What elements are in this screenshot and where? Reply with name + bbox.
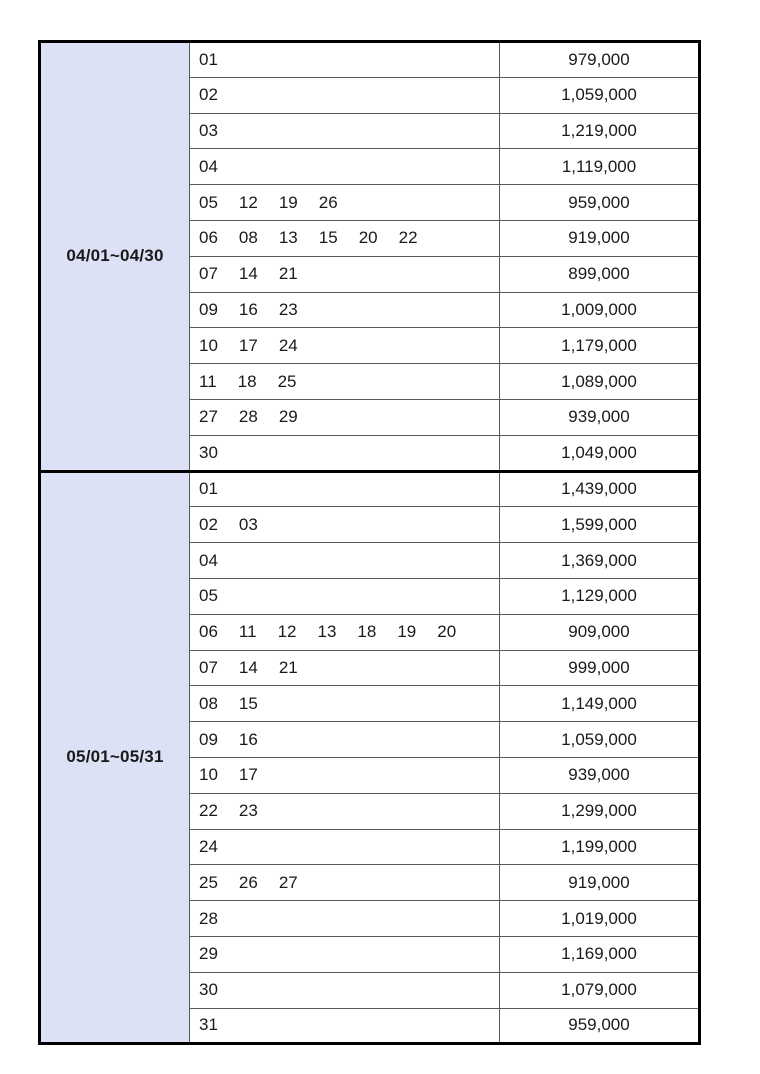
date-range-cell: 05/01~05/31 — [40, 471, 190, 1044]
day-number: 09 — [199, 299, 218, 319]
day-number: 30 — [199, 442, 218, 462]
price-cell: 1,019,000 — [500, 901, 700, 937]
days-cell — [190, 865, 500, 901]
price-cell: 1,119,000 — [500, 149, 700, 185]
price-cell: 979,000 — [500, 42, 700, 78]
day-number-group — [190, 121, 499, 141]
price-cell: 1,009,000 — [500, 292, 700, 328]
day-number-group — [190, 407, 499, 427]
day-number: 10 — [199, 335, 218, 355]
days-cell — [190, 901, 500, 937]
days-cell — [190, 399, 500, 435]
price-cell: 1,219,000 — [500, 113, 700, 149]
day-number-group — [190, 228, 499, 248]
price-cell: 1,369,000 — [500, 543, 700, 579]
days-cell — [190, 650, 500, 686]
day-number: 01 — [199, 479, 218, 499]
price-cell: 919,000 — [500, 865, 700, 901]
day-number: 06 — [199, 228, 218, 248]
price-cell: 1,439,000 — [500, 471, 700, 507]
day-number: 11 — [199, 371, 217, 391]
days-cell — [190, 614, 500, 650]
day-number: 26 — [238, 872, 258, 892]
days-cell — [190, 292, 500, 328]
day-number: 09 — [199, 729, 218, 749]
days-cell — [190, 722, 500, 758]
day-number: 01 — [199, 49, 218, 69]
days-cell — [190, 507, 500, 543]
date-range-cell: 04/01~04/30 — [40, 42, 190, 472]
days-cell — [190, 936, 500, 972]
days-cell — [190, 1008, 500, 1044]
day-number: 29 — [278, 407, 298, 427]
day-number: 13 — [278, 228, 298, 248]
day-number: 07 — [199, 657, 218, 677]
day-number-group — [190, 515, 499, 535]
price-cell: 1,089,000 — [500, 364, 700, 400]
day-number: 26 — [318, 192, 338, 212]
table-row — [40, 42, 700, 78]
day-number: 28 — [199, 908, 218, 928]
price-cell: 959,000 — [500, 1008, 700, 1044]
days-cell — [190, 578, 500, 614]
price-cell: 899,000 — [500, 256, 700, 292]
day-number: 25 — [199, 872, 218, 892]
price-cell: 1,599,000 — [500, 507, 700, 543]
days-cell — [190, 77, 500, 113]
day-number: 14 — [238, 657, 258, 677]
day-number: 16 — [238, 729, 258, 749]
day-number-group — [190, 944, 499, 964]
day-number: 27 — [278, 872, 298, 892]
day-number: 05 — [199, 586, 218, 606]
day-number: 24 — [278, 335, 298, 355]
day-number: 23 — [278, 299, 298, 319]
day-number-group — [190, 551, 499, 571]
day-number: 14 — [238, 264, 258, 284]
day-number: 19 — [397, 622, 417, 642]
day-number: 29 — [199, 944, 218, 964]
price-cell: 999,000 — [500, 650, 700, 686]
price-cell: 939,000 — [500, 757, 700, 793]
day-number: 25 — [277, 371, 297, 391]
price-cell: 1,049,000 — [500, 435, 700, 471]
day-number-group — [190, 336, 499, 356]
day-number: 18 — [237, 371, 257, 391]
day-number: 10 — [199, 765, 218, 785]
departure-price-table — [38, 40, 701, 1045]
day-number-group — [190, 873, 499, 893]
day-number-group — [190, 730, 499, 750]
day-number-group — [190, 658, 499, 678]
price-cell: 1,079,000 — [500, 972, 700, 1008]
day-number: 15 — [318, 228, 338, 248]
day-number-group — [190, 801, 499, 821]
price-cell: 1,299,000 — [500, 793, 700, 829]
days-cell — [190, 364, 500, 400]
day-number-group — [190, 85, 499, 105]
days-cell — [190, 543, 500, 579]
day-number: 03 — [238, 514, 258, 534]
day-number-group — [190, 264, 499, 284]
day-number: 17 — [238, 765, 258, 785]
day-number: 30 — [199, 980, 218, 1000]
day-number-group — [190, 372, 499, 392]
days-cell — [190, 42, 500, 78]
day-number: 07 — [199, 264, 218, 284]
days-cell — [190, 829, 500, 865]
day-number: 24 — [199, 836, 218, 856]
days-cell — [190, 793, 500, 829]
days-cell — [190, 113, 500, 149]
days-cell — [190, 757, 500, 793]
day-number: 08 — [199, 693, 218, 713]
days-cell — [190, 686, 500, 722]
day-number: 08 — [238, 228, 258, 248]
day-number-group — [190, 765, 499, 785]
day-number: 02 — [199, 514, 218, 534]
price-cell: 939,000 — [500, 399, 700, 435]
day-number: 12 — [238, 192, 258, 212]
day-number-group — [190, 50, 499, 70]
day-number: 27 — [199, 407, 218, 427]
days-cell — [190, 471, 500, 507]
price-cell: 919,000 — [500, 220, 700, 256]
day-number: 20 — [358, 228, 378, 248]
days-cell — [190, 972, 500, 1008]
day-number: 22 — [398, 228, 418, 248]
price-cell: 1,059,000 — [500, 722, 700, 758]
day-number: 28 — [238, 407, 258, 427]
day-number-group — [190, 479, 499, 499]
price-cell: 1,179,000 — [500, 328, 700, 364]
day-number-group — [190, 300, 499, 320]
day-number-group — [190, 1015, 499, 1035]
day-number: 12 — [277, 622, 297, 642]
day-number-group — [190, 157, 499, 177]
days-cell — [190, 149, 500, 185]
price-cell: 959,000 — [500, 185, 700, 221]
day-number: 04 — [199, 550, 218, 570]
day-number-group — [190, 837, 499, 857]
day-number: 06 — [199, 622, 218, 642]
day-number-group — [190, 443, 499, 463]
day-number-group — [190, 980, 499, 1000]
day-number: 31 — [199, 1015, 218, 1035]
price-cell: 1,149,000 — [500, 686, 700, 722]
day-number: 02 — [199, 85, 218, 105]
day-number: 13 — [317, 622, 337, 642]
price-cell: 909,000 — [500, 614, 700, 650]
day-number: 05 — [199, 192, 218, 212]
price-cell: 1,169,000 — [500, 936, 700, 972]
table-row — [40, 471, 700, 507]
day-number: 20 — [437, 622, 457, 642]
day-number: 03 — [199, 120, 218, 140]
day-number: 04 — [199, 156, 218, 176]
section-may — [40, 471, 700, 1044]
day-number-group — [190, 586, 499, 606]
days-cell — [190, 435, 500, 471]
days-cell — [190, 185, 500, 221]
day-number: 23 — [238, 801, 258, 821]
day-number: 22 — [199, 801, 218, 821]
days-cell — [190, 256, 500, 292]
day-number-group — [190, 909, 499, 929]
day-number: 21 — [278, 264, 298, 284]
days-cell — [190, 328, 500, 364]
price-cell: 1,199,000 — [500, 829, 700, 865]
day-number-group — [190, 622, 499, 642]
day-number: 21 — [278, 657, 298, 677]
day-number: 15 — [238, 693, 258, 713]
day-number-group — [190, 694, 499, 714]
section-april — [40, 42, 700, 472]
days-cell — [190, 220, 500, 256]
day-number: 19 — [278, 192, 298, 212]
day-number: 17 — [238, 335, 258, 355]
day-number-group — [190, 193, 499, 213]
day-number: 16 — [238, 299, 258, 319]
day-number: 18 — [357, 622, 377, 642]
day-number: 11 — [238, 622, 257, 642]
price-cell: 1,129,000 — [500, 578, 700, 614]
price-cell: 1,059,000 — [500, 77, 700, 113]
